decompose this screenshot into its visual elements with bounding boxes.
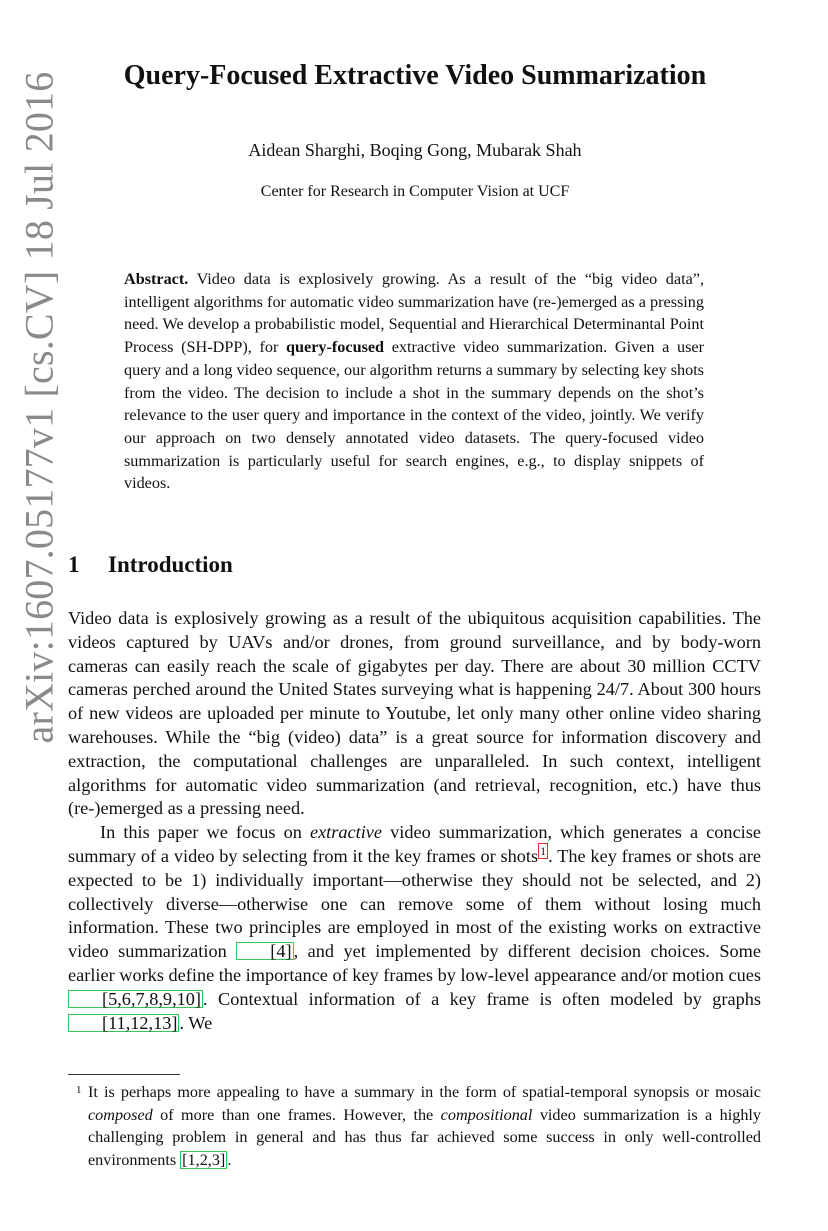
- p2-text-4: , and yet implemented by different decision choices. Some earlier works define the importance of key frames by low-level appearance and/or motion cues: [68, 941, 761, 985]
- body-text: [68, 607, 761, 1035]
- abstract-text-1: Video data is explosively growing. As a result of the “big video data”, intelligent algorithms for automatic video summarization have (re-)emerged as a pressing need. We develop a probabilistic model, Sequential and Hierarchical Determinantal Point Process (SH-DPP), for: [124, 270, 704, 357]
- footnote-reference-link[interactable]: 1: [540, 843, 547, 858]
- arxiv-identifier: arXiv:1607.05177v1 [cs.CV] 18 Jul 2016: [16, 71, 62, 743]
- arxiv-stamp: [14, 62, 64, 752]
- footnote: [68, 1081, 761, 1171]
- paragraph-1: Video data is explosively growing as a result of the ubiquitous acquisition capabilities. The videos captured by UAVs and/or drones, from ground surveillance, and by body-worn cameras can easily reach the scale of gigabytes per day. There are about 30 million CCTV cameras perched around the United States surveying what is happening 24/7. About 300 hours of new videos are uploaded per minute to Youtube, let only many other online video sharing warehouses. While the “big (video) data” is a great source for information discovery and extraction, the computational challenges are unparalleled. In such context, intelligent algorithms for automatic video summarization (and retrieval, recognition, etc.) have thus (re-)emerged as a pressing need.: [68, 608, 761, 819]
- fn-text-3: video summarization is a highly challenging problem in general and has thus far achieved some success in only well-controlled environments: [88, 1105, 762, 1169]
- footnote-number: 1: [76, 1084, 82, 1096]
- citation-link[interactable]: [11,12,13]: [68, 1014, 179, 1032]
- abstract: [124, 268, 704, 495]
- affiliation: Center for Research in Computer Vision at UCF: [260, 183, 570, 200]
- citation-link[interactable]: [5,6,7,8,9,10]: [68, 990, 203, 1008]
- p2-emphasis: extractive: [309, 822, 383, 843]
- fn-text-2: of more than one frames. However, the: [152, 1105, 441, 1124]
- fn-text-4: .: [227, 1150, 232, 1169]
- section-number: 1: [68, 552, 80, 577]
- fn-text-1: It is perhaps more appealing to have a summary in the form of spatial-temporal synopsis or mosaic: [88, 1083, 761, 1101]
- p2-text-2: video summarization, which generates a concise summary of a video by selecting from it the key frames or shots: [68, 822, 761, 866]
- paper-title: Query-Focused Extractive Video Summarization: [123, 60, 707, 91]
- citation-link[interactable]: [1,2,3]: [182, 1150, 226, 1169]
- p2-text-3: . The key frames or shots are expected to be 1) individually important—otherwise they should not be selected, and 2) collectively diverse—otherwise one can remove some of them without losing much information. These two principles are employed in most of the existing works on extractive video summarization: [68, 845, 761, 962]
- section-title: Introduction: [108, 552, 233, 577]
- authors: Aidean Sharghi, Boqing Gong, Mubarak Shah: [248, 140, 582, 160]
- abstract-bold-term: query-focused: [286, 338, 385, 357]
- p2-text-1: In this paper we focus on: [100, 822, 310, 843]
- footnote-divider: [68, 1074, 180, 1075]
- fn-emphasis-2: compositional: [440, 1105, 533, 1124]
- section-heading: [68, 552, 233, 578]
- footnote-text: [88, 1081, 761, 1171]
- paragraph-2: [68, 821, 761, 1035]
- p2-text-6: . We: [179, 1012, 213, 1033]
- abstract-label: Abstract.: [124, 270, 189, 288]
- citation-link[interactable]: [4]: [236, 942, 293, 960]
- abstract-text-2: extractive video summarization. Given a user query and a long video sequence, our algorithm returns a summary by selecting key shots from the video. The decision to include a shot in the summary depends on the shot’s relevance to the user query and importance in the context of the video, jointly. We verify our approach on two densely annotated video datasets. The query-focused video summarization is particularly useful for search engines, e.g., to display snippets of videos.: [124, 338, 705, 493]
- p2-text-5: . Contextual information of a key frame is often modeled by graphs: [203, 988, 761, 1009]
- fn-emphasis-1: composed: [88, 1105, 153, 1124]
